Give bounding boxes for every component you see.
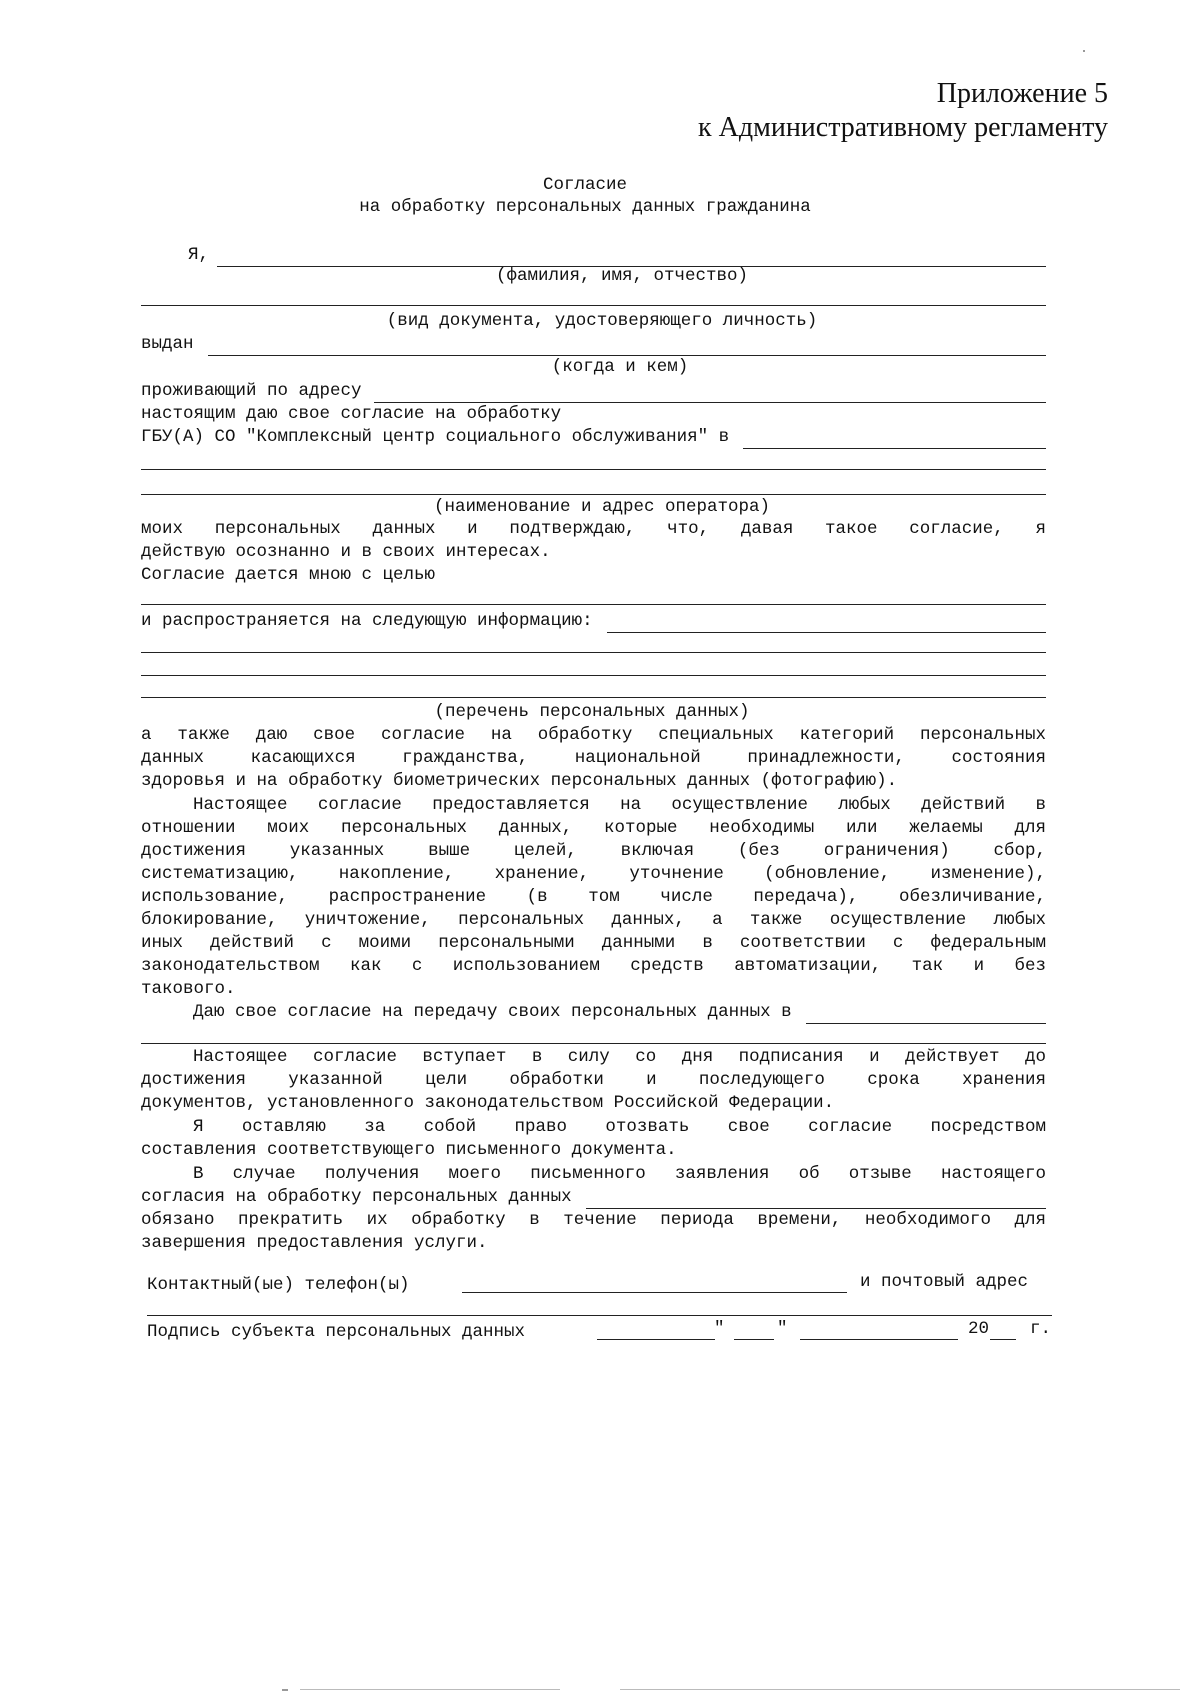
special-categories-line: здоровья и на обработку биометрических персональных данных (фотографию). — [141, 771, 898, 791]
transfer-row — [193, 1001, 1046, 1024]
purpose-label: Согласие дается мною с целью — [141, 565, 436, 585]
signature-field[interactable] — [597, 1339, 715, 1340]
date-month-field[interactable] — [800, 1339, 958, 1340]
regulation-reference: к Административному регламенту — [698, 112, 1108, 143]
withdraw-text: согласия на обработку персональных данных — [141, 1187, 572, 1207]
validity-paragraph-line: документов, установленного законодательством Российской Федерации. — [141, 1093, 835, 1113]
personal-data-list-line[interactable] — [141, 652, 1046, 653]
identity-document-field[interactable] — [141, 305, 1046, 306]
document-subtitle: на обработку персональных данных гражданина — [359, 197, 811, 217]
transfer-field-line[interactable] — [141, 1043, 1046, 1044]
info-label: и распространяется на следующую информацию: — [141, 611, 593, 631]
date-quote-open: " — [714, 1319, 725, 1339]
consent-text-line: моих персональных данных и подтверждаю, что, давая такое согласие, я — [141, 519, 1046, 539]
operator-row — [141, 426, 1046, 449]
signature-label: Подпись субъекта персональных данных — [147, 1322, 526, 1342]
address-field[interactable] — [374, 384, 1046, 403]
withdraw-row — [141, 1186, 1046, 1209]
actions-paragraph-line: систематизацию, накопление, хранение, уточнение (обновление, изменение), — [141, 864, 1046, 884]
withdraw-paragraph-line: В случае получения моего письменного заявления об отзыве настоящего — [193, 1164, 1046, 1184]
actions-paragraph-line: иных действий с моими персональными данными в соответствии с федеральным — [141, 933, 1046, 953]
actions-paragraph-line: отношении моих персональных данных, которые необходимы или желаемы для — [141, 818, 1046, 838]
consent-intro: настоящим даю свое согласие на обработку — [141, 404, 562, 424]
issued-row — [141, 333, 1046, 356]
special-categories-line: данных касающихся гражданства, национальной принадлежности, состояния — [141, 748, 1046, 768]
identity-document-hint: (вид документа, удостоверяющего личность) — [386, 311, 818, 331]
withdraw-operator-field[interactable] — [586, 1190, 1046, 1209]
validity-paragraph-line: достижения указанной цели обработки и последующего срока хранения — [141, 1070, 1046, 1090]
actions-paragraph-line: законодательством как с использованием средств автоматизации, так и без — [141, 956, 1046, 976]
info-field[interactable] — [607, 614, 1046, 633]
document-title: Согласие — [542, 175, 627, 195]
date-quote-close: " — [777, 1319, 788, 1339]
special-categories-line: а также даю свое согласие на обработку специальных категорий персональных — [141, 725, 1046, 745]
operator-field-line[interactable] — [141, 494, 1046, 495]
scan-speck — [282, 1689, 288, 1691]
actions-paragraph-line: Настоящее согласие предоставляется на осуществление любых действий в — [193, 795, 1046, 815]
operator-field-line[interactable] — [141, 469, 1046, 470]
operator-field[interactable] — [743, 430, 1046, 449]
date-day-field[interactable] — [734, 1339, 774, 1340]
scan-speck — [1083, 50, 1085, 52]
validity-paragraph-line: Настоящее согласие вступает в силу со дня подписания и действует до — [193, 1047, 1046, 1067]
year-prefix: 20 — [968, 1319, 990, 1339]
address-row — [141, 380, 1046, 403]
personal-data-list-line[interactable] — [141, 697, 1046, 698]
transfer-field[interactable] — [806, 1005, 1046, 1024]
appendix-number: Приложение 5 — [936, 78, 1108, 109]
phone-field[interactable] — [462, 1292, 847, 1293]
withdraw-paragraph-line: завершения предоставления услуги. — [141, 1233, 488, 1253]
scan-edge — [300, 1689, 560, 1690]
withdraw-paragraph-line: обязано прекратить их обработку в течение периода времени, необходимого для — [141, 1210, 1046, 1230]
year-suffix: г. — [1030, 1319, 1052, 1339]
year-field[interactable] — [990, 1339, 1016, 1340]
operator-hint: (наименование и адрес оператора) — [433, 497, 771, 517]
fio-row — [188, 244, 1046, 267]
postal-address-field[interactable] — [147, 1315, 1052, 1316]
revoke-paragraph-line: Я оставляю за собой право отозвать свое согласие посредством — [193, 1117, 1046, 1137]
fio-hint: (фамилия, имя, отчество) — [495, 266, 749, 286]
actions-paragraph-line: достижения указанных выше целей, включая (без ограничения) сбор, — [141, 841, 1046, 861]
issued-field[interactable] — [208, 337, 1046, 356]
actions-paragraph-line: такового. — [141, 979, 236, 999]
i-label: Я, — [188, 245, 210, 265]
info-row — [141, 610, 1046, 633]
actions-paragraph-line: использование, распространение (в том числе передача), обезличивание, — [141, 887, 1046, 907]
personal-data-list-hint: (перечень персональных данных) — [434, 702, 750, 722]
operator-text: ГБУ(А) СО "Комплексный центр социального обслуживания" в — [141, 427, 730, 447]
postal-address-label: и почтовый адрес — [860, 1272, 1029, 1292]
consent-text-line: действую осознанно и в своих интересах. — [141, 542, 551, 562]
actions-paragraph-line: блокирование, уничтожение, персональных данных, а также осуществление любых — [141, 910, 1046, 930]
issued-hint: (когда и кем) — [551, 357, 689, 377]
transfer-text: Даю свое согласие на передачу своих персональных данных в — [193, 1002, 792, 1022]
phone-label: Контактный(ые) телефон(ы) — [147, 1275, 410, 1295]
address-label: проживающий по адресу — [141, 381, 362, 401]
issued-label: выдан — [141, 334, 194, 354]
revoke-paragraph-line: составления соответствующего письменного документа. — [141, 1140, 677, 1160]
purpose-field[interactable] — [141, 604, 1046, 605]
scan-edge — [620, 1689, 1180, 1690]
personal-data-list-line[interactable] — [141, 675, 1046, 676]
